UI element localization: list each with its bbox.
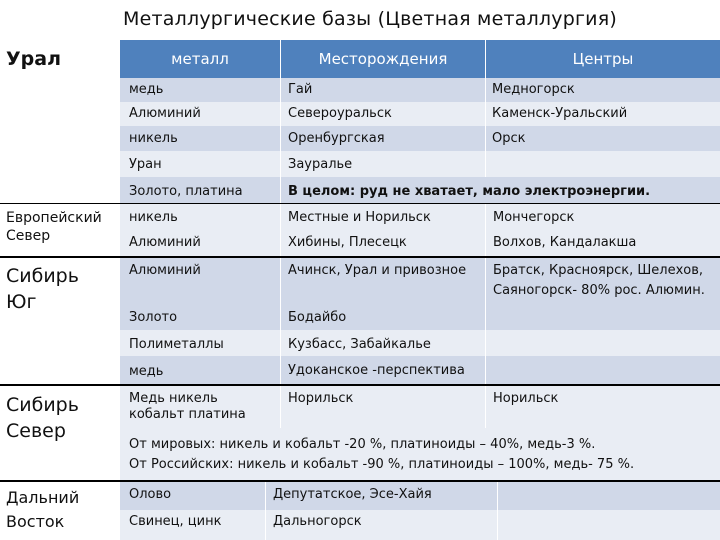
cell-deposit: Североуральск — [288, 106, 392, 121]
cell-metal: никель — [129, 210, 178, 225]
cell-deposit: Зауралье — [288, 157, 353, 172]
column-divider — [497, 482, 498, 540]
table-row — [120, 304, 720, 330]
column-divider — [280, 78, 281, 204]
region-far-east — [0, 486, 118, 536]
column-divider — [485, 386, 486, 428]
table-row — [120, 151, 720, 177]
table-row — [120, 230, 720, 256]
section-divider — [0, 480, 720, 482]
table-row — [120, 428, 720, 480]
region-siberia-north — [0, 392, 118, 448]
table-row — [120, 177, 720, 204]
cell-share-world: От мировых: никель и кобальт -20 %, платиноиды – 40%, медь-3 %. — [129, 437, 596, 452]
cell-metal: Алюминий — [129, 106, 201, 121]
table-row — [120, 258, 720, 304]
column-divider — [280, 386, 281, 428]
cell-deposit: Депутатское, Эсе-Хайя — [273, 487, 432, 502]
region-siberia-south — [0, 263, 118, 319]
table-row — [120, 102, 720, 126]
cell-deposit: Оренбургская — [288, 131, 385, 146]
column-divider — [485, 204, 486, 384]
cell-center-line2: Саяногорск- 80% рос. Алюмин. — [493, 283, 705, 298]
cell-metal: медь — [129, 364, 164, 379]
region-line: Север — [6, 420, 66, 442]
cell-center-line1: Братск, Красноярск, Шелехов, — [493, 263, 704, 278]
cell-metal: Золото — [129, 310, 178, 325]
cell-metal-line2: кобальт платина — [129, 407, 246, 422]
region-line: Север — [6, 228, 51, 244]
cell-deposit: Бодайбо — [288, 310, 347, 325]
section-divider — [0, 256, 720, 258]
cell-metal: медь — [129, 82, 164, 97]
region-line: Сибирь — [6, 265, 79, 287]
cell-metal: Уран — [129, 157, 162, 172]
table-row — [120, 78, 720, 102]
table-row — [120, 330, 720, 356]
region-line: Европейский — [6, 210, 102, 226]
column-divider — [485, 78, 486, 177]
region-ural: Урал — [0, 46, 118, 76]
cell-metal: Алюминий — [129, 235, 201, 250]
cell-share-russia: От Российских: никель и кобальт -90 %, платиноиды – 100%, медь- 75 %. — [129, 457, 635, 472]
cell-center: Мончегорск — [493, 210, 575, 225]
table-row — [120, 482, 720, 510]
table-row — [120, 204, 720, 230]
cell-metal-line1: Медь никель — [129, 391, 218, 406]
cell-metal: Алюминий — [129, 263, 201, 278]
cell-deposit: Дальногорск — [273, 514, 362, 529]
header-metal: металл — [120, 40, 280, 78]
region-line: Юг — [6, 291, 37, 313]
cell-metal: Полиметаллы — [129, 337, 224, 352]
section-divider — [0, 203, 720, 204]
cell-center: Орск — [492, 131, 526, 146]
cell-deposit: Кузбасс, Забайкалье — [288, 337, 431, 352]
cell-center: Волхов, Кандалакша — [493, 235, 637, 250]
cell-deposit: Удоканское -перспектива — [288, 363, 465, 378]
region-line: Сибирь — [6, 394, 79, 416]
cell-metal: никель — [129, 131, 178, 146]
cell-center: Медногорск — [492, 82, 575, 97]
region-line: Дальний — [6, 488, 80, 507]
cell-deposit: Местные и Норильск — [288, 210, 431, 225]
region-european-north — [0, 209, 118, 255]
slide-title: Металлургические базы (Цветная металлургия) — [123, 8, 617, 30]
header-deposits: Месторождения — [281, 40, 485, 78]
table-row — [120, 126, 720, 151]
table-row — [120, 510, 720, 540]
cell-summary: В целом: руд не хватает, мало электроэнергии. — [288, 184, 651, 199]
table-row — [120, 356, 720, 384]
section-divider — [0, 384, 720, 386]
region-line: Восток — [6, 512, 65, 531]
cell-metal: Золото, платина — [129, 184, 243, 199]
table-row — [120, 386, 720, 428]
header-centers: Центры — [486, 40, 720, 78]
cell-metal: Олово — [129, 487, 172, 502]
column-divider — [280, 204, 281, 384]
column-divider — [265, 482, 266, 540]
cell-deposit: Гай — [288, 82, 313, 97]
cell-center: Каменск-Уральский — [492, 106, 628, 121]
cell-center: Норильск — [493, 391, 559, 406]
cell-deposit: Хибины, Плесецк — [288, 235, 407, 250]
cell-deposit: Норильск — [288, 391, 354, 406]
cell-metal: Свинец, цинк — [129, 514, 222, 529]
cell-deposit: Ачинск, Урал и привозное — [288, 263, 467, 278]
